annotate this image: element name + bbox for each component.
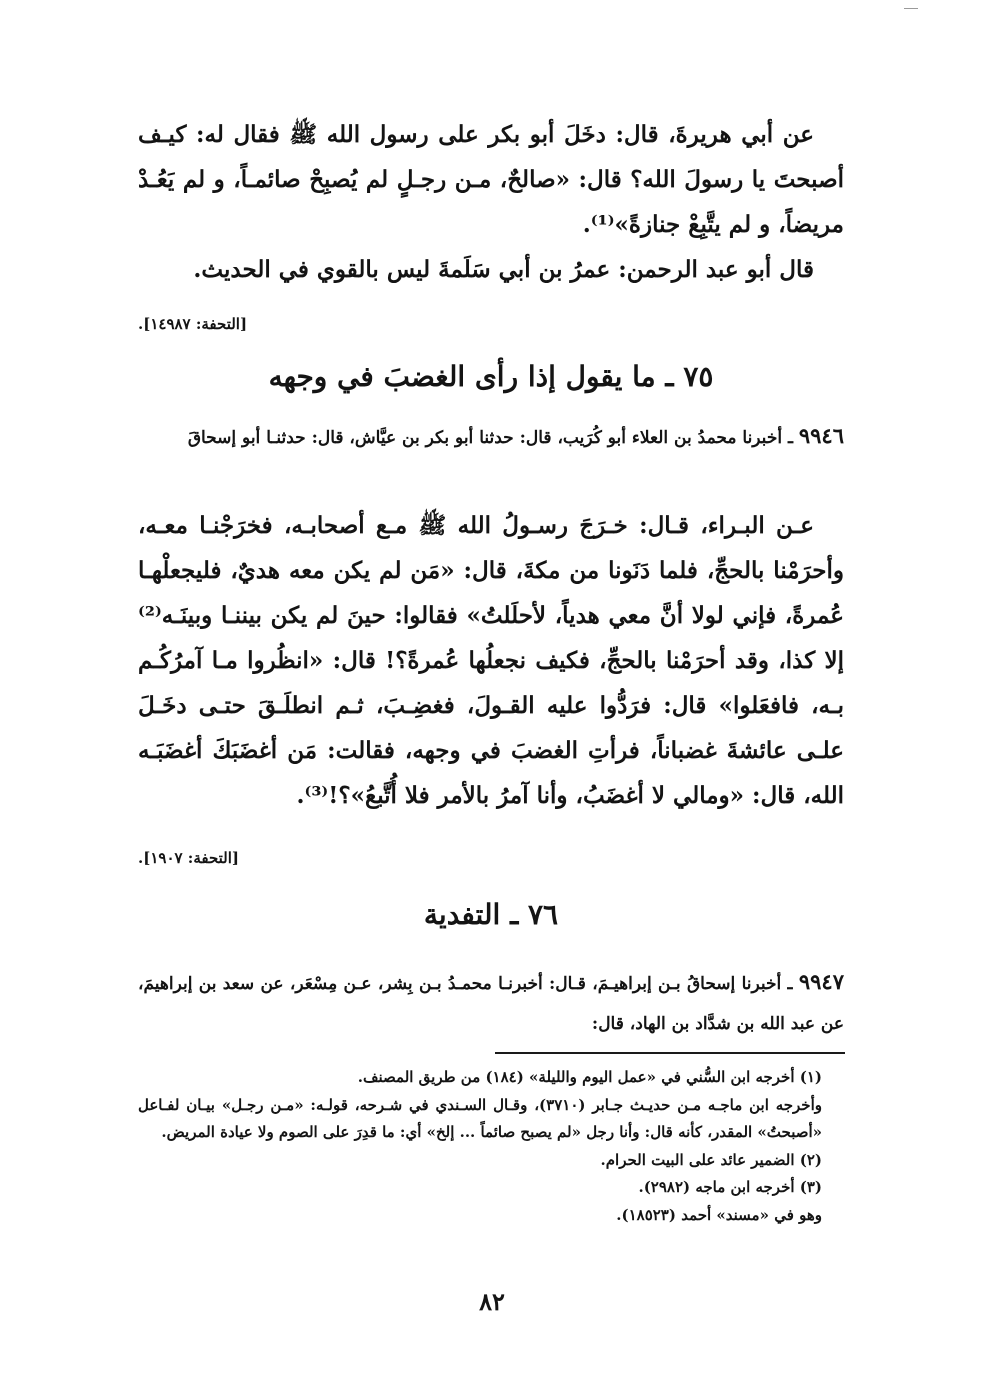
tuhfa-reference: [التحفة: ١٤٩٨٧]. xyxy=(138,315,248,333)
hadith-9946-isnad xyxy=(138,417,844,457)
chapter-heading: ٧٥ ـ ما يقول إذا رأى الغضبَ في وجهه xyxy=(268,360,714,393)
hadith-number: ٩٩٤٦ xyxy=(798,423,844,448)
page-number: ٨٢ xyxy=(479,1287,505,1316)
hadith-9945-matn: عن أبي هريرةَ، قال: دخَلَ أبو بكر على رسول الله ﷺ فقال له: كيـف أصبحتَ يا رسولَ الله؟ قال: «صالحٌ، مـن رجـلٍ لم يُصبِحْ صائمـاً، و لم يَعُـدْ مريضاً، و لم يتَّبِعْ جنازةً»⁽¹⁾. xyxy=(138,121,845,238)
tuhfa-reference: [التحفة: ١٩٠٧]. xyxy=(138,849,239,867)
footnote-separator xyxy=(495,1052,845,1054)
footnote: (٣) أخرجه ابن ماجه (٢٩٨٢). xyxy=(638,1178,822,1196)
hadith-number: ٩٩٤٧ xyxy=(798,969,844,994)
isnad-text: ـ أخبرنا محمدُ بن العلاء أبو كُرَيب، قال: حدثنا أبو بكر بن عيَّاش، قال: حدثنـا أبو إسحاقَ xyxy=(187,428,793,448)
footnotes xyxy=(138,1064,844,1229)
chapter-heading: ٧٦ ـ التفدية xyxy=(423,898,559,931)
isnad-text: ـ أخبرنا إسحاقُ بـن إبراهيـمَ، قـال: أخبرنـا محمـدُ بـن بِشر، عـن مِسْعَر، عن سعد بن إبراهيمَ، عن عبد الله بن شدَّاد بن الهاد، قال: xyxy=(138,974,844,1034)
hadith-9947-isnad xyxy=(138,962,844,1044)
footnote: (١) أخرجه ابن السُّني في «عمل اليوم والليلة» (١٨٤) من طريق المصنف. xyxy=(357,1068,822,1086)
footnote: وهو في «مسند» أحمد (١٨٥٢٣). xyxy=(616,1205,822,1224)
hadith-9946-matn: عـن البـراء، قـال: خـرَجَ رسـولُ الله ﷺ مـع أصحابـه، فخرَجْنـا معـه، وأحرَمْنا بالحجِّ، فلما دَنَونا من مكةَ، قال: «مَن لم يكن معه هديٌ، فليجعلْهـا عُمرةً، فإني لولا أنَّ معي هدياً، لأحلَلتُ» فقالوا: حينَ لم يكن بيننـا وبينَـه⁽²⁾ إلا كذا، وقد أحرَمْنا بالحجِّ، فكيف نجعلُها عُمرةً؟! قال: «انظُروا مـا آمرُكُـم بـه، فافعَلوا» قال: فرَدُّوا عليه القـولَ، فغضِـبَ، ثـم انطلَـقَ حتـى دخَـلَ علـى عائشةَ غضباناً، فرأتِ الغضبَ في وجهه، فقالت: مَن أغضَبَكَ أغضَبَـه الله، قال: «ومالي لا أغضَبُ، وأنا آمرُ بالأمر فلا أُتَّبعُ»؟!⁽³⁾. xyxy=(138,512,844,809)
author-comment: قال أبو عبد الرحمن: عمرُ بن أبي سَلَمةَ ليس بالقوي في الحديث. xyxy=(193,256,814,283)
hadith-9946-text xyxy=(138,503,844,818)
footnote: (٢) الضمير عائد على البيت الحرام. xyxy=(600,1150,822,1169)
footnote: وأخرجه ابن ماجـه مـن حديـث جـابر (٣٧١٠)، وقـال السـندي في شـرحه، قولـه: «مـن رجـل» بيـان لفـاعل «أصبحتُ» المقدر، كأنه قال: وأنا رجل «لم يصبح صائماً ... إلخ» أي: ما قدِرَ على الصوم ولا عيادة المريض. xyxy=(138,1095,822,1141)
hadith-9945-text xyxy=(138,112,844,292)
corner-mark xyxy=(904,8,918,9)
